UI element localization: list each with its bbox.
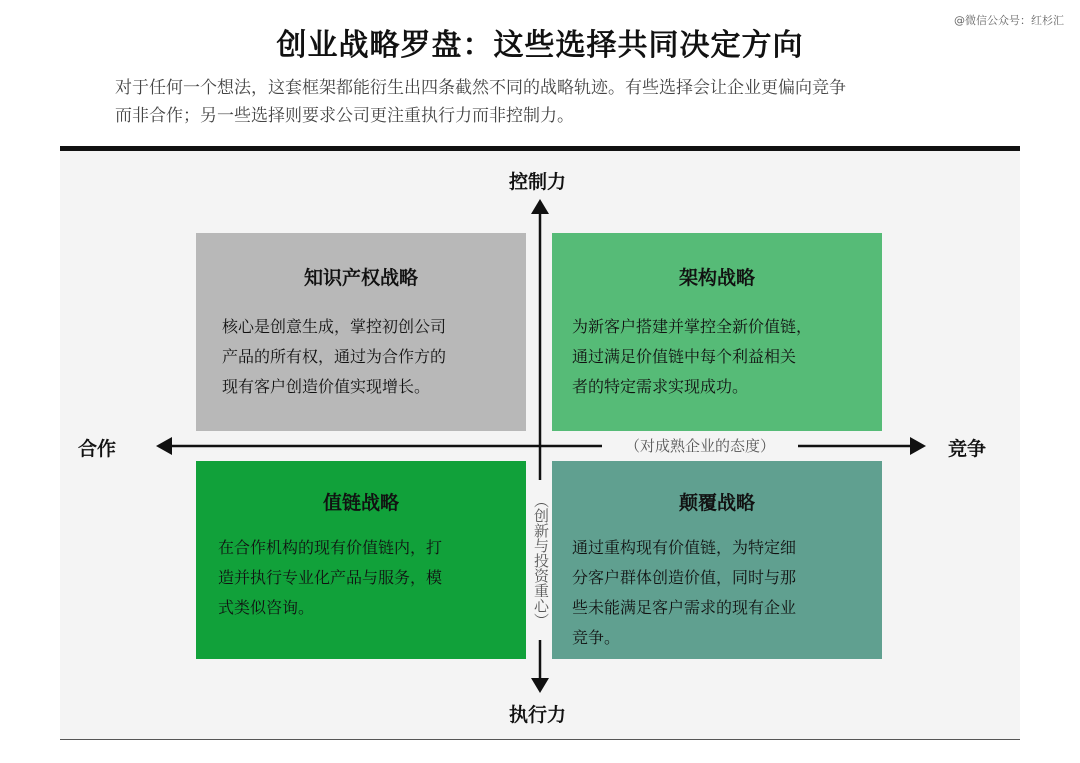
description-line: 分客户群体创造价值，同时与那 bbox=[572, 568, 797, 587]
axis-label-cooperation: 合作 bbox=[78, 438, 117, 460]
axis-label-competition: 竞争 bbox=[948, 438, 987, 460]
subtitle-line: 而非合作；另一些选择则要求公司更注重执行力而非控制力。 bbox=[115, 106, 574, 126]
quadrant-title: 知识产权战略 bbox=[303, 267, 418, 289]
description-line: 为新客户搭建并掌控全新价值链， bbox=[572, 317, 813, 336]
description-line: 式类似咨询。 bbox=[218, 598, 315, 617]
description-line: 通过重构现有价值链，为特定细 bbox=[572, 538, 797, 557]
description-line: 造并执行专业化产品与服务，模 bbox=[218, 568, 443, 587]
quadrant-title: 值链战略 bbox=[322, 492, 399, 514]
subtitle-line: 对于任何一个想法，这套框架都能衍生出四条截然不同的战略轨迹。有些选择会让企业更偏向竞争 bbox=[115, 78, 846, 98]
quadrant-title: 架构战略 bbox=[678, 267, 755, 289]
arrow-left-icon bbox=[156, 437, 172, 455]
arrow-down-icon bbox=[531, 678, 549, 693]
axis-label-execution: 执行力 bbox=[509, 704, 567, 726]
arrow-right-icon bbox=[910, 437, 926, 455]
vertical-axis-note: （创新与投资重心） bbox=[530, 480, 550, 640]
description-line: 现有客户创造价值实现增长。 bbox=[222, 377, 431, 396]
axis-label-control: 控制力 bbox=[509, 171, 567, 193]
description-line: 些未能满足客户需求的现有企业 bbox=[572, 598, 797, 617]
arrow-up-icon bbox=[531, 199, 549, 214]
description-line: 产品的所有权，通过为合作方的 bbox=[222, 347, 447, 366]
horizontal-axis-note: （对成熟企业的态度） bbox=[602, 434, 798, 458]
page-title: 创业战略罗盘：这些选择共同决定方向 bbox=[276, 28, 804, 63]
watermark: @微信公众号：红杉汇 bbox=[954, 14, 1064, 27]
description-line: 核心是创意生成，掌控初创公司 bbox=[222, 317, 447, 336]
description-line: 通过满足价值链中每个利益相关 bbox=[572, 347, 797, 366]
quadrant-title: 颠覆战略 bbox=[678, 492, 755, 514]
description-line: 在合作机构的现有价值链内，打 bbox=[218, 538, 443, 557]
description-line: 竞争。 bbox=[572, 628, 621, 647]
description-line: 者的特定需求实现成功。 bbox=[572, 377, 749, 396]
